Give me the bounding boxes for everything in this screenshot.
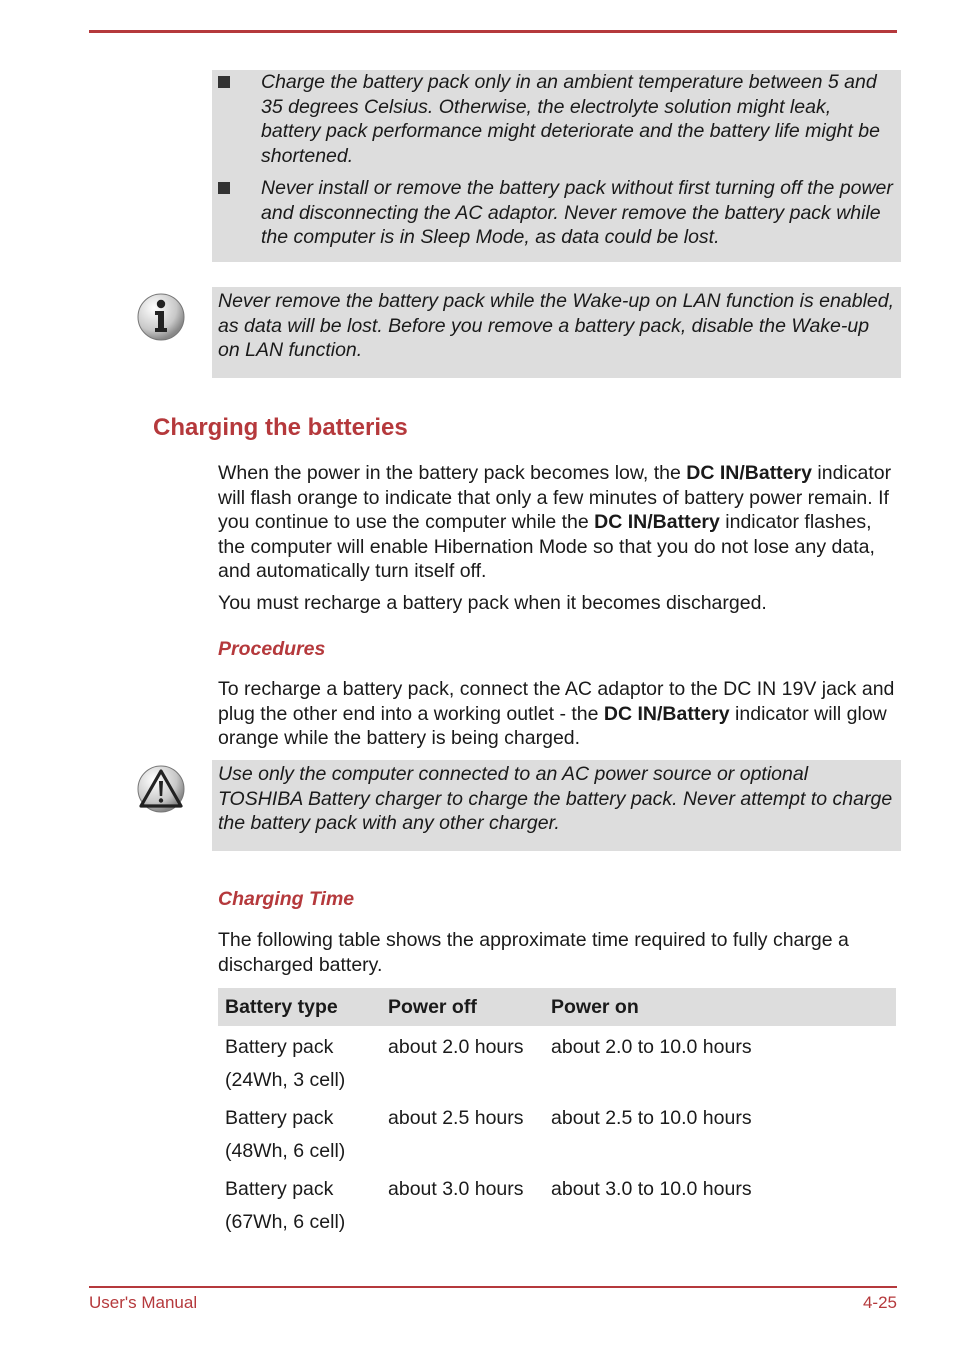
battery-type-line: Battery pack (225, 1178, 334, 1200)
info-note-text: Never remove the battery pack while the Wake-up on LAN function is enabled, as data will be lost. Before you remove a battery pack, disable the Wake-up on LAN function. (218, 290, 895, 361)
procedures-heading: Procedures (218, 638, 326, 660)
table-row (218, 1026, 896, 1097)
caution-note-text: Use only the computer connected to an AC power source or optional TOSHIBA Battery charger to charge the battery pack. Never attempt to charge the battery pack with any other charger. (218, 763, 893, 834)
warning-list (212, 70, 901, 250)
indicator-name: DC IN/Battery (594, 511, 720, 533)
indicator-name: DC IN/Battery (686, 462, 812, 484)
charging-time-table (218, 988, 896, 1239)
column-header: Power off (381, 988, 544, 1026)
power-on-cell: about 2.5 to 10.0 hours (551, 1107, 752, 1129)
power-on-cell: about 2.0 to 10.0 hours (551, 1036, 752, 1058)
battery-type-cell (218, 1168, 381, 1239)
page-number: 4-25 (862, 1293, 897, 1312)
info-icon (136, 292, 186, 342)
power-on-cell: about 3.0 to 10.0 hours (551, 1178, 752, 1200)
battery-type-line: Battery pack (225, 1036, 334, 1058)
footer-rule (89, 1286, 897, 1288)
power-off-cell: about 3.0 hours (388, 1178, 524, 1200)
procedures-text: indicator will glow orange while the battery is being charged. (218, 702, 887, 749)
battery-type-line: (67Wh, 6 cell) (225, 1211, 346, 1233)
warning-item (212, 176, 901, 250)
charging-time-heading: Charging Time (218, 888, 355, 910)
battery-type-cell (218, 1097, 381, 1168)
procedures-paragraph (218, 677, 900, 751)
bullet-square-icon (218, 76, 230, 88)
caution-icon (136, 764, 186, 814)
recharge-paragraph: You must recharge a battery pack when it becomes discharged. (218, 592, 767, 614)
power-off-cell: about 2.5 hours (388, 1107, 524, 1129)
caution-note-box (212, 760, 901, 851)
header-rule (89, 30, 897, 33)
bullet-square-icon (218, 182, 230, 194)
table-header-row (218, 988, 896, 1026)
footer-manual-title: User's Manual (89, 1293, 198, 1312)
intro-paragraph (218, 461, 900, 584)
warning-text: Charge the battery pack only in an ambient temperature between 5 and 35 degrees Celsius. Otherwise, the electrolyte solution might leak, battery pack performance might deteriorate and the battery life might be shortened. (261, 71, 880, 167)
battery-type-line: (48Wh, 6 cell) (225, 1140, 346, 1162)
battery-type-line: (24Wh, 3 cell) (225, 1069, 346, 1091)
power-off-cell: about 2.0 hours (388, 1036, 524, 1058)
intro-text: When the power in the battery pack becomes low, the (218, 462, 687, 484)
charging-time-paragraph: The following table shows the approximate time required to fully charge a discharged battery. (218, 929, 849, 976)
intro-text: indicator flashes, the computer will enable Hibernation Mode so that you do not lose any data, and automatically turn itself off. (218, 511, 875, 582)
warning-box (212, 70, 901, 262)
battery-type-line: Battery pack (225, 1107, 334, 1129)
column-header: Power on (544, 988, 896, 1026)
table-row (218, 1168, 896, 1239)
info-note-box (212, 287, 901, 378)
column-header: Battery type (218, 988, 381, 1026)
table-row (218, 1097, 896, 1168)
intro-text: indicator will flash orange to indicate that only a few minutes of battery power remain. If you continue to use the computer while the (218, 462, 892, 533)
warning-item (212, 70, 901, 168)
warning-text: Never install or remove the battery pack without first turning off the power and disconnecting the AC adaptor. Never remove the battery pack while the computer is in Sleep Mode, as data could be lost. (261, 177, 893, 248)
section-title: Charging the batteries (153, 414, 408, 441)
indicator-name: DC IN/Battery (603, 702, 730, 725)
battery-type-cell (218, 1026, 381, 1097)
procedures-text: To recharge a battery pack, connect the AC adaptor to the DC IN 19V jack and plug the other end into a working outlet - the (218, 678, 895, 725)
